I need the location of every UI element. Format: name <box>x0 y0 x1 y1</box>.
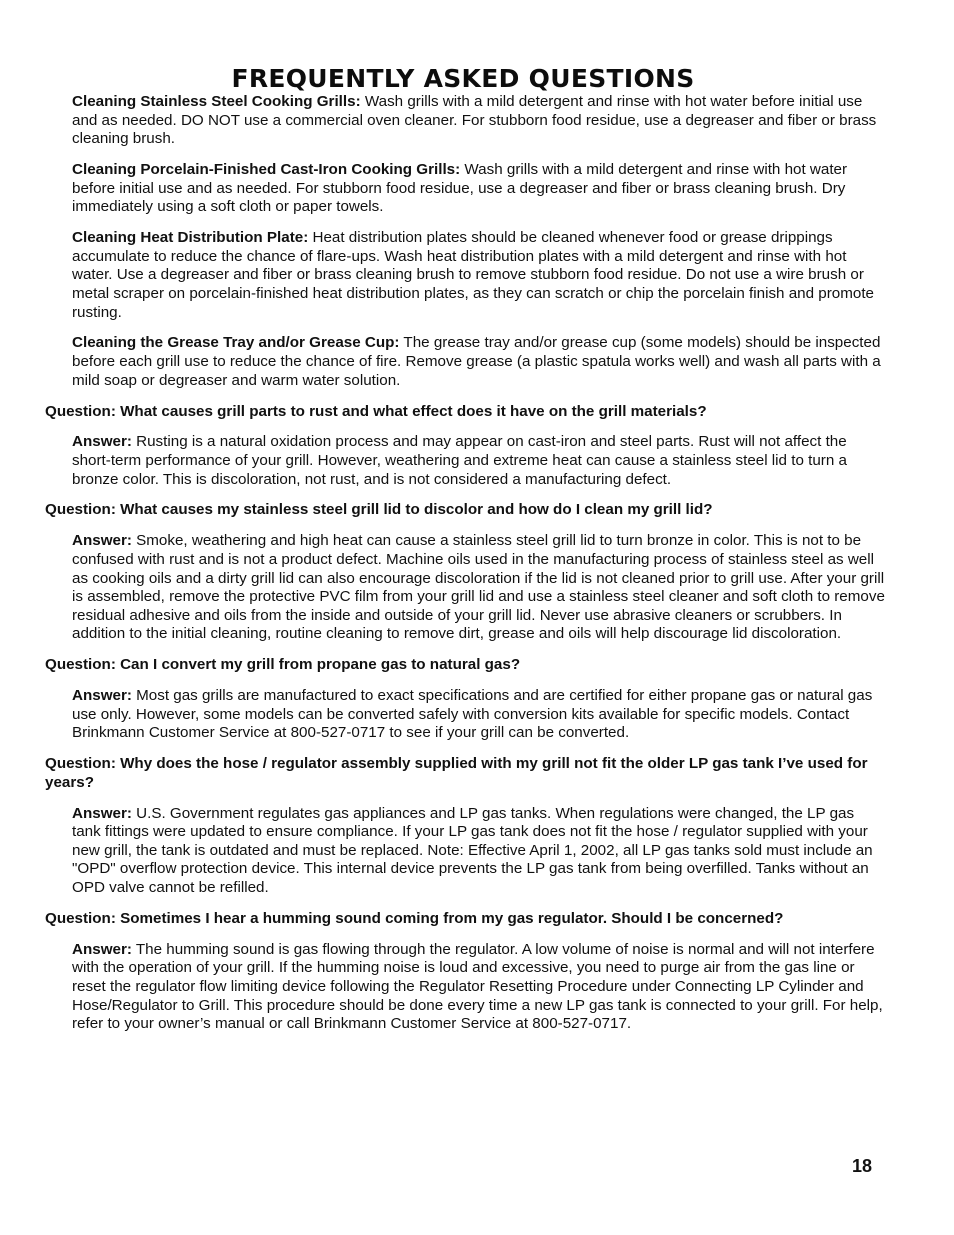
cleaning-grease-tray <box>72 334 885 390</box>
faq-content <box>45 93 885 1046</box>
cleaning-heading: Cleaning the Grease Tray and/or Grease Cup: <box>72 334 400 352</box>
cleaning-heading: Cleaning Stainless Steel Cooking Grills: <box>72 93 361 110</box>
page-number: 18 <box>852 1156 873 1176</box>
answer-label: Answer: <box>72 532 132 550</box>
answer-text: Smoke, weathering and high heat can cause a stainless steel grill lid to turn bronze in color. This is not to be confused with rust and is not a product defect. Machine oils used in the manufacturing process of stainless steel as well as cooking oils and a dirty grill lid can also encourage discoloration if the lid is not cleaned prior to grill use. After your grill is assembled, remove the protective PVC film from your grill lid and use a stainless steel cleaner and soft cloth to remove residual adhesive and oils from the inside and outside of your grill lid. Never use abrasive cleaners or scrubbers. In addition to the initial cleaning, routine cleaning to remove dirt, grease and oils will help discourage lid discoloration. <box>72 532 885 643</box>
faq-answer <box>72 687 885 743</box>
faq-question: Question: Why does the hose / regulator assembly supplied with my grill not fit the older LP gas tank I’ve used for years? <box>45 755 868 791</box>
answer-label: Answer: <box>72 433 132 451</box>
faq-question: Question: Sometimes I hear a humming sound coming from my gas regulator. Should I be concerned? <box>45 909 784 927</box>
answer-text: The humming sound is gas flowing through the regulator. A low volume of noise is normal and will not interfere with the operation of your grill. If the humming noise is loud and excessive, you need to purge air from the gas line or reset the regulator flow limiting device following the Regulator Resetting Procedure under Connecting LP Cylinder and Hose/Regulator to Grill. This procedure should be done every time a new LP gas tank is connected to your grill. For help, refer to your owner’s manual or call Brinkmann Customer Service at 800-527-0717. <box>72 940 883 1033</box>
answer-label: Answer: <box>72 687 132 705</box>
cleaning-text: The grease tray and/or grease cup (some models) should be inspected before each grill use to reduce the chance of fire. Remove grease (a plastic spatula works well) and wash all parts with a mild soap or degreaser and warm water solution. <box>72 334 881 389</box>
cleaning-text: Wash grills with a mild detergent and rinse with hot water before initial use and as needed. DO NOT use a commercial oven cleaner. For stubborn food residue, use a degreaser and fiber or brass cleaning brush. <box>72 93 877 148</box>
answer-label: Answer: <box>72 804 132 822</box>
faq-answer <box>72 532 885 644</box>
cleaning-heading: Cleaning Heat Distribution Plate: <box>72 229 309 247</box>
cleaning-heading: Cleaning Porcelain-Finished Cast-Iron Cooking Grills: <box>72 161 461 179</box>
faq-question: Question: What causes my stainless steel grill lid to discolor and how do I clean my grill lid? <box>45 501 713 519</box>
answer-text: Most gas grills are manufactured to exact specifications and are certified for either propane gas or natural gas use only. However, some models can be converted safely with conversion kits available for specific models. Contact Brinkmann Customer Service at 800-527-0717 to see if your grill can be converted. <box>72 687 873 742</box>
faq-answer <box>72 433 885 489</box>
answer-text: Rusting is a natural oxidation process and may appear on cast-iron and steel parts. Rust will not affect the short-term performance of your grill. However, weathering and extreme heat can cause a stainless steel lid to turn a bronze color. This is discoloration, not rust, and is not considered a manufacturing defect. <box>72 433 847 488</box>
faq-question: Question: Can I convert my grill from propane gas to natural gas? <box>45 656 521 674</box>
cleaning-heat-plate <box>72 229 885 322</box>
answer-text: U.S. Government regulates gas appliances and LP gas tanks. When regulations were changed, the LP gas tank fittings were updated to ensure compliance. If your LP gas tank does not fit the hose / regulator supplied with your new grill, the tank is outdated and must be replaced. Note: Effective April 1, 2002, all LP gas tanks sold must include an "OPD" overflow protection device. This internal device prevents the LP gas tank from being overfilled. Tanks without an OPD valve cannot be refilled. <box>72 804 873 897</box>
answer-label: Answer: <box>72 940 132 958</box>
page-title: FREQUENTLY ASKED QUESTIONS <box>231 63 695 93</box>
faq-answer <box>72 941 885 1034</box>
cleaning-text: Heat distribution plates should be cleaned whenever food or grease drippings accumulate to reduce the chance of flare-ups. Wash heat distribution plates with a mild detergent and rinse with hot water. Use a degreaser and fiber or brass cleaning brush to remove stubborn food residue. Do not use a wire brush or metal scraper on porcelain-finished heat distribution plates, as they can scratch or chip the porcelain finish and promote rusting. <box>72 229 875 321</box>
cleaning-text: Wash grills with a mild detergent and rinse with hot water before initial use and as needed. For stubborn food residue, use a degreaser and fiber or brass cleaning brush. Dry immediately using a soft cloth or paper towels. <box>72 161 848 216</box>
cleaning-porcelain-grills <box>72 161 885 217</box>
faq-answer <box>72 805 885 898</box>
faq-question: Question: What causes grill parts to rust and what effect does it have on the grill materials? <box>45 402 707 420</box>
cleaning-stainless-grills <box>72 93 885 149</box>
